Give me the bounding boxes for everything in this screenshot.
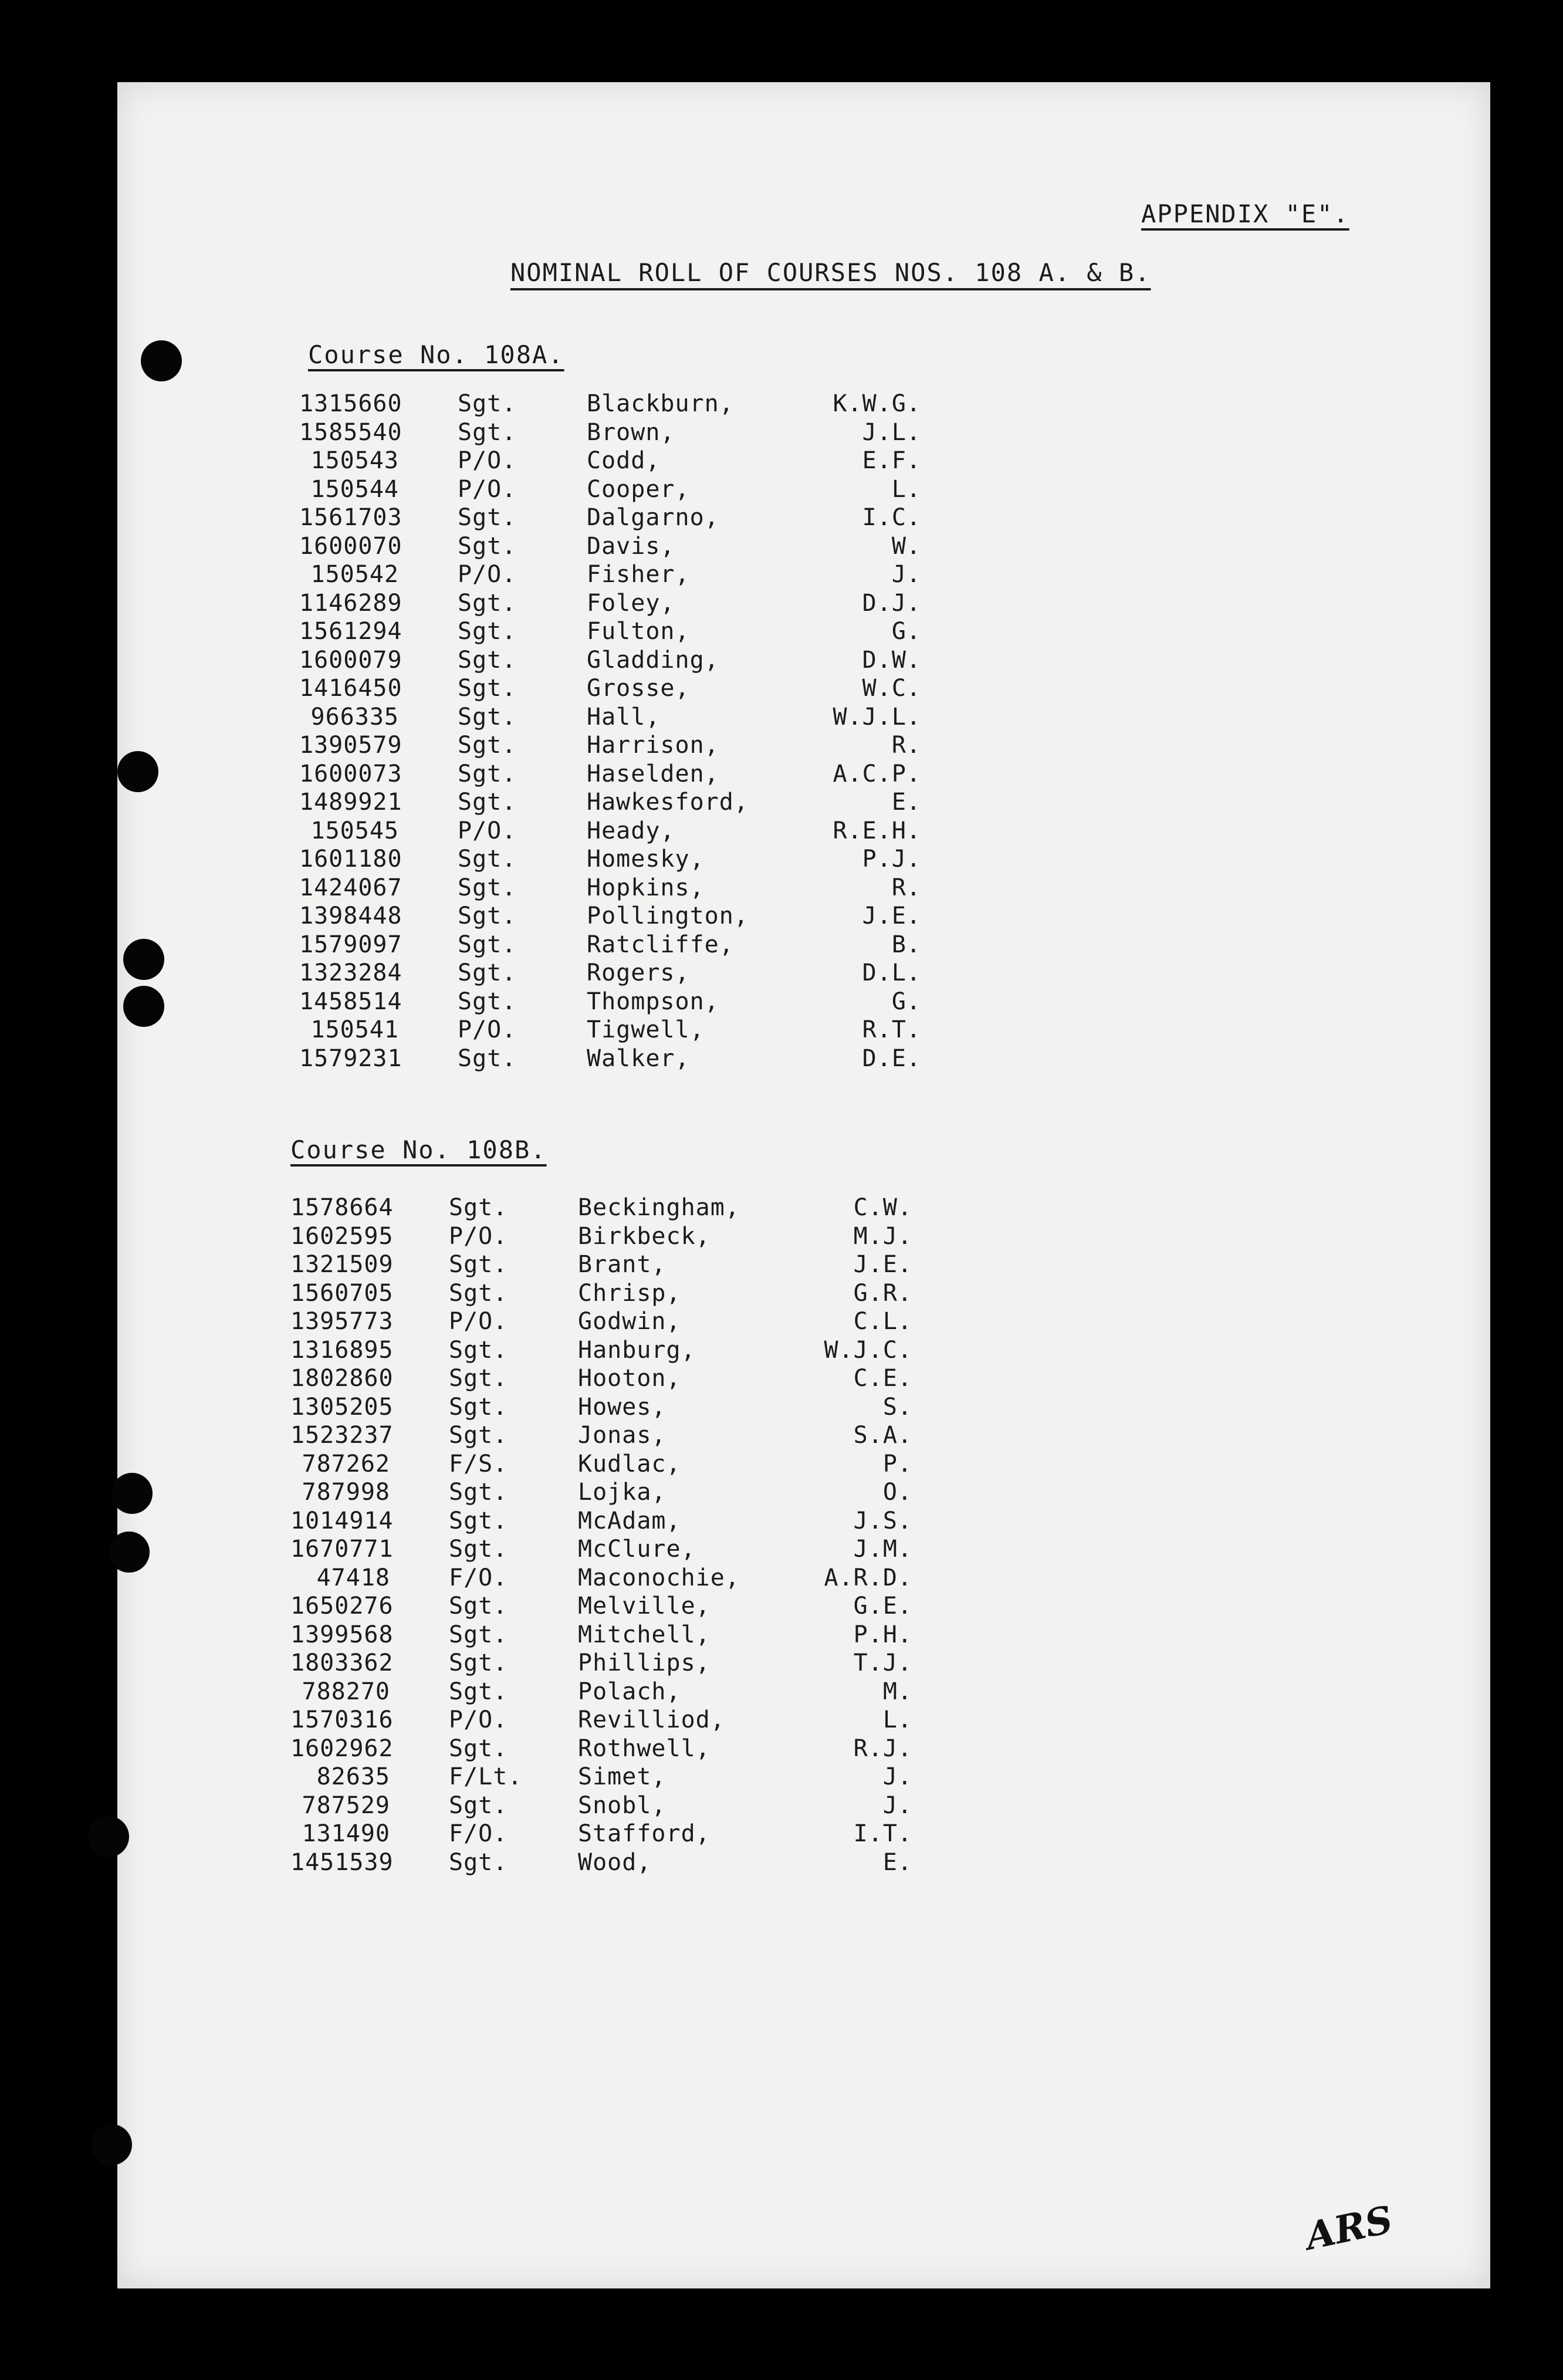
roll-entry (290, 1763, 1112, 1792)
roll-entry (299, 476, 1121, 505)
roll-entry (290, 1564, 1112, 1593)
roll-entry (299, 618, 1121, 647)
initials: K.W.G. (833, 390, 921, 417)
initials: G.R. (853, 1279, 912, 1307)
service-number: 1601180 (299, 846, 402, 873)
rank: Sgt. (458, 646, 517, 674)
service-number: 787998 (302, 1479, 390, 1506)
service-number: 1561294 (299, 618, 402, 645)
appendix-label: APPENDIX "E". (1141, 200, 1349, 228)
initials: S. (882, 1393, 912, 1421)
service-number: 966335 (310, 703, 399, 731)
roll-entry (290, 1621, 1112, 1650)
service-number: 1560705 (290, 1279, 394, 1307)
surname: Jonas, (578, 1422, 667, 1449)
service-number: 1600070 (299, 532, 402, 560)
initials: J.M. (853, 1536, 912, 1563)
surname: Kudlac, (578, 1450, 681, 1478)
surname: Hall, (587, 703, 661, 731)
initials: C.E. (853, 1365, 912, 1392)
surname: Fisher, (587, 561, 690, 588)
rank: Sgt. (458, 789, 517, 816)
surname: Walker, (587, 1044, 690, 1072)
roll-entry (299, 533, 1121, 562)
surname: Pollington, (587, 902, 749, 929)
surname: Haselden, (587, 760, 719, 787)
roll-entry (290, 1251, 1112, 1280)
roll-entry (290, 1280, 1112, 1309)
surname: Wood, (578, 1848, 652, 1876)
punch-hole (117, 751, 158, 792)
surname: Chrisp, (578, 1279, 681, 1307)
rank: Sgt. (458, 760, 517, 787)
surname: Davis, (587, 532, 675, 560)
rank: Sgt. (449, 1735, 508, 1762)
roll-entry (299, 590, 1121, 618)
roll-entry (299, 902, 1121, 931)
rank: Sgt. (449, 1593, 508, 1620)
rank: Sgt. (458, 846, 517, 873)
service-number: 1451539 (290, 1848, 394, 1876)
surname: Birkbeck, (578, 1222, 711, 1250)
course-b-heading: Course No. 108B. (290, 1135, 547, 1164)
rank: Sgt. (458, 703, 517, 731)
initials: A.R.D. (824, 1564, 912, 1591)
initials: W.J.L. (833, 703, 921, 731)
rank: P/O. (458, 817, 517, 844)
initials: P.H. (853, 1621, 912, 1648)
service-number: 150541 (310, 1016, 399, 1043)
roll-entry (290, 1394, 1112, 1422)
roll-entry (299, 874, 1121, 903)
rank: F/S. (449, 1450, 508, 1478)
service-number: 1146289 (299, 589, 402, 617)
service-number: 1321509 (290, 1251, 394, 1278)
surname: Lojka, (578, 1479, 667, 1506)
service-number: 47418 (316, 1564, 390, 1591)
surname: Hawkesford, (587, 789, 749, 816)
surname: Polach, (578, 1678, 681, 1705)
roll-entry (299, 561, 1121, 590)
surname: Cooper, (587, 475, 690, 503)
initials: J.S. (853, 1507, 912, 1534)
service-number: 1602595 (290, 1222, 394, 1250)
surname: Foley, (587, 589, 675, 617)
course-a-roll (299, 390, 1121, 1073)
roll-entry (299, 504, 1121, 533)
punch-hole (123, 986, 164, 1027)
surname: Ratcliffe, (587, 931, 734, 958)
initials: R. (891, 874, 921, 901)
initials: B. (891, 931, 921, 958)
roll-entry (299, 732, 1121, 760)
surname: Hopkins, (587, 874, 705, 901)
rank: Sgt. (458, 732, 517, 759)
rank: Sgt. (458, 1044, 517, 1072)
roll-entry (290, 1593, 1112, 1621)
initials: I.C. (862, 504, 921, 531)
rank: P/O. (449, 1222, 508, 1250)
service-number: 82635 (316, 1763, 390, 1790)
service-number: 150543 (310, 447, 399, 474)
service-number: 1315660 (299, 390, 402, 417)
surname: Tigwell, (587, 1016, 705, 1043)
punch-hole (123, 939, 164, 980)
rank: F/O. (449, 1564, 508, 1591)
initials: J.E. (862, 902, 921, 929)
service-number: 787529 (302, 1791, 390, 1819)
initials: T.J. (853, 1649, 912, 1676)
initials: W.C. (862, 675, 921, 702)
rank: Sgt. (449, 1507, 508, 1534)
roll-entry (290, 1507, 1112, 1536)
rank: Sgt. (449, 1336, 508, 1364)
surname: Beckingham, (578, 1194, 740, 1221)
rank: Sgt. (458, 532, 517, 560)
punch-hole (91, 2124, 132, 2165)
document-page (117, 82, 1490, 2288)
surname: Gladding, (587, 646, 719, 674)
service-number: 150544 (310, 475, 399, 503)
surname: Godwin, (578, 1308, 681, 1335)
rank: Sgt. (449, 1365, 508, 1392)
service-number: 1585540 (299, 418, 402, 446)
service-number: 150545 (310, 817, 399, 844)
initials: W. (891, 532, 921, 560)
rank: Sgt. (458, 504, 517, 531)
rank: Sgt. (449, 1251, 508, 1278)
service-number: 150542 (310, 561, 399, 588)
surname: Hooton, (578, 1365, 681, 1392)
punch-hole (141, 340, 182, 381)
initials: G. (891, 618, 921, 645)
initials: E.F. (862, 447, 921, 474)
surname: Fulton, (587, 618, 690, 645)
surname: Brown, (587, 418, 675, 446)
service-number: 1399568 (290, 1621, 394, 1648)
service-number: 1600073 (299, 760, 402, 787)
initials: D.W. (862, 646, 921, 674)
service-number: 1579097 (299, 931, 402, 958)
roll-entry (290, 1706, 1112, 1735)
initials: P. (882, 1450, 912, 1478)
rank: Sgt. (458, 931, 517, 958)
rank: Sgt. (458, 418, 517, 446)
initials: L. (882, 1706, 912, 1733)
surname: Revilliod, (578, 1706, 725, 1733)
rank: P/O. (449, 1706, 508, 1733)
surname: Grosse, (587, 675, 690, 702)
rank: Sgt. (449, 1649, 508, 1676)
roll-entry (299, 931, 1121, 960)
roll-entry (290, 1678, 1112, 1707)
roll-entry (290, 1365, 1112, 1394)
service-number: 1578664 (290, 1194, 394, 1221)
punch-hole (111, 1473, 153, 1514)
roll-entry (290, 1649, 1112, 1678)
rank: Sgt. (458, 589, 517, 617)
service-number: 1602962 (290, 1735, 394, 1762)
initials: D.J. (862, 589, 921, 617)
roll-entry (299, 846, 1121, 874)
roll-entry (290, 1194, 1112, 1223)
roll-entry (299, 675, 1121, 704)
rank: Sgt. (449, 1279, 508, 1307)
initials: D.E. (862, 1044, 921, 1072)
rank: P/O. (458, 1016, 517, 1043)
roll-entry (299, 647, 1121, 675)
document-title: NOMINAL ROLL OF COURSES NOS. 108 A. & B. (510, 258, 1151, 287)
surname: McAdam, (578, 1507, 681, 1534)
roll-entry (299, 419, 1121, 448)
service-number: 787262 (302, 1450, 390, 1478)
roll-entry (299, 789, 1121, 817)
surname: Melville, (578, 1593, 711, 1620)
initials: G. (891, 988, 921, 1015)
service-number: 131490 (302, 1820, 390, 1847)
initials: J. (882, 1763, 912, 1790)
service-number: 1014914 (290, 1507, 394, 1534)
rank: Sgt. (449, 1479, 508, 1506)
course-a-heading: Course No. 108A. (308, 340, 564, 369)
surname: Rothwell, (578, 1735, 711, 1762)
surname: McClure, (578, 1536, 696, 1563)
rank: Sgt. (449, 1678, 508, 1705)
initials: J.E. (853, 1251, 912, 1278)
rank: Sgt. (449, 1194, 508, 1221)
roll-entry (290, 1735, 1112, 1764)
service-number: 1570316 (290, 1706, 394, 1733)
service-number: 1650276 (290, 1593, 394, 1620)
rank: Sgt. (449, 1536, 508, 1563)
surname: Maconochie, (578, 1564, 740, 1591)
rank: Sgt. (449, 1791, 508, 1819)
initials: I.T. (853, 1820, 912, 1847)
roll-entry (290, 1820, 1112, 1849)
rank: Sgt. (449, 1848, 508, 1876)
initials: E. (882, 1848, 912, 1876)
service-number: 788270 (302, 1678, 390, 1705)
service-number: 1579231 (299, 1044, 402, 1072)
initials: M. (882, 1678, 912, 1705)
roll-entry (299, 704, 1121, 732)
initials: E. (891, 789, 921, 816)
rank: P/O. (458, 475, 517, 503)
roll-entry (299, 959, 1121, 988)
rank: Sgt. (458, 874, 517, 901)
service-number: 1323284 (299, 959, 402, 986)
initials: A.C.P. (833, 760, 921, 787)
surname: Blackburn, (587, 390, 734, 417)
rank: P/O. (449, 1308, 508, 1335)
surname: Heady, (587, 817, 675, 844)
initials: C.W. (853, 1194, 912, 1221)
surname: Harrison, (587, 732, 719, 759)
roll-entry (290, 1479, 1112, 1507)
service-number: 1395773 (290, 1308, 394, 1335)
service-number: 1523237 (290, 1422, 394, 1449)
service-number: 1600079 (299, 646, 402, 674)
course-b-roll (290, 1194, 1112, 1877)
roll-entry (299, 988, 1121, 1017)
surname: Codd, (587, 447, 661, 474)
rank: Sgt. (449, 1422, 508, 1449)
surname: Simet, (578, 1763, 667, 1790)
service-number: 1489921 (299, 789, 402, 816)
roll-entry (299, 817, 1121, 846)
service-number: 1561703 (299, 504, 402, 531)
rank: F/Lt. (449, 1763, 523, 1790)
initials: L. (891, 475, 921, 503)
surname: Hanburg, (578, 1336, 696, 1364)
service-number: 1398448 (299, 902, 402, 929)
initials: D.L. (862, 959, 921, 986)
service-number: 1458514 (299, 988, 402, 1015)
service-number: 1416450 (299, 675, 402, 702)
initials: W.J.C. (824, 1336, 912, 1364)
service-number: 1670771 (290, 1536, 394, 1563)
surname: Phillips, (578, 1649, 711, 1676)
rank: Sgt. (458, 988, 517, 1015)
roll-entry (290, 1422, 1112, 1451)
rank: P/O. (458, 561, 517, 588)
rank: Sgt. (449, 1393, 508, 1421)
roll-entry (290, 1451, 1112, 1479)
surname: Mitchell, (578, 1621, 711, 1648)
service-number: 1802860 (290, 1365, 394, 1392)
roll-entry (290, 1308, 1112, 1337)
surname: Rogers, (587, 959, 690, 986)
rank: Sgt. (449, 1621, 508, 1648)
initials: R.J. (853, 1735, 912, 1762)
service-number: 1424067 (299, 874, 402, 901)
rank: Sgt. (458, 959, 517, 986)
service-number: 1803362 (290, 1649, 394, 1676)
roll-entry (299, 1016, 1121, 1045)
rank: Sgt. (458, 902, 517, 929)
initials: C.L. (853, 1308, 912, 1335)
service-number: 1390579 (299, 732, 402, 759)
initials: R.E.H. (833, 817, 921, 844)
initials: O. (882, 1479, 912, 1506)
roll-entry (290, 1536, 1112, 1564)
punch-hole (88, 1816, 129, 1857)
roll-entry (290, 1849, 1112, 1878)
roll-entry (290, 1223, 1112, 1252)
punch-hole (109, 1532, 150, 1573)
rank: Sgt. (458, 390, 517, 417)
rank: P/O. (458, 447, 517, 474)
surname: Howes, (578, 1393, 667, 1421)
rank: Sgt. (458, 618, 517, 645)
surname: Thompson, (587, 988, 719, 1015)
handwritten-initials: ARS (1301, 2198, 1397, 2259)
service-number: 1305205 (290, 1393, 394, 1421)
initials: J. (891, 561, 921, 588)
surname: Snobl, (578, 1791, 667, 1819)
initials: J. (882, 1791, 912, 1819)
initials: M.J. (853, 1222, 912, 1250)
initials: S.A. (853, 1422, 912, 1449)
surname: Stafford, (578, 1820, 711, 1847)
rank: Sgt. (458, 675, 517, 702)
roll-entry (299, 447, 1121, 476)
surname: Brant, (578, 1251, 667, 1278)
service-number: 1316895 (290, 1336, 394, 1364)
initials: P.J. (862, 846, 921, 873)
initials: J.L. (862, 418, 921, 446)
roll-entry (299, 760, 1121, 789)
rank: F/O. (449, 1820, 508, 1847)
surname: Homesky, (587, 846, 705, 873)
initials: R.T. (862, 1016, 921, 1043)
surname: Dalgarno, (587, 504, 719, 531)
roll-entry (290, 1792, 1112, 1821)
roll-entry (299, 390, 1121, 419)
roll-entry (290, 1337, 1112, 1365)
initials: G.E. (853, 1593, 912, 1620)
roll-entry (299, 1045, 1121, 1074)
initials: R. (891, 732, 921, 759)
